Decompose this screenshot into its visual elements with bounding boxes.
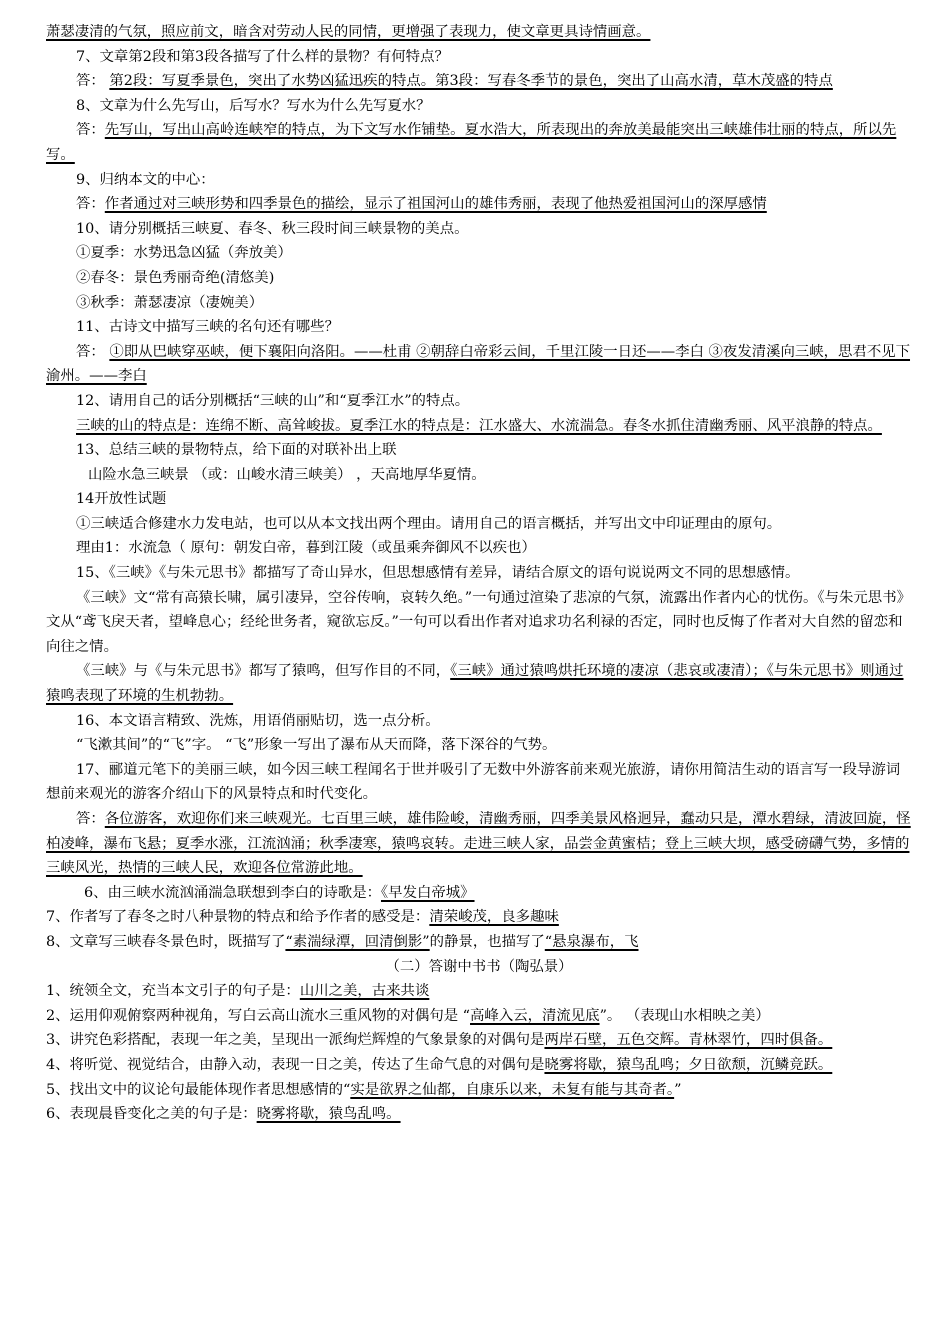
section-2-title: （二）答谢中书书（陶弘景） bbox=[385, 958, 573, 975]
answer-17: 答：各位游客，欢迎你们来三峡观光。七百里三峡，雄伟险峻，清幽秀丽，四季美景风格迥异，蠢动只是，潭水碧绿，清波回旋，怪柏凌峰，瀑布飞悬；夏季水涨，江流汹涌；秋季凄寒，猿鸣哀转。走进三峡人家，品尝金黄蜜桔；登上三峡大坝，感受磅礴气势，多情的三峡风光，热情的三峡人民，欢迎各位常游此地。 bbox=[46, 811, 911, 877]
document-page bbox=[46, 20, 912, 1127]
answer-13: 山险水急三峡景 （或：山峻水清三峡美） ，天高地厚华夏情。 bbox=[88, 466, 486, 483]
intro-answer: 萧瑟凄清的气氛，照应前文，暗含对劳动人民的同情，更增强了表现力，使文章更具诗情画意。 bbox=[46, 24, 651, 40]
answer-9: 答：作者通过对三峡形势和四季景色的描绘，显示了祖国河山的雄伟秀丽，表现了他热爱祖国河山的深厚感情 bbox=[76, 196, 767, 213]
answer-10-line-1: ①夏季：水势迅急凶猛（奔放美） bbox=[76, 245, 292, 262]
part2-item-3: 3、讲究色彩搭配，表现一年之美，呈现出一派绚烂辉煌的气象景象的对偶句是两岸石壁，五色交辉。青林翠竹，四时俱备。 bbox=[46, 1032, 833, 1049]
intro-line bbox=[46, 20, 912, 45]
question-15: 15、《三峡》《与朱元思书》都描写了奇山异水，但思想感情有差异，请结合原文的语句说说两文不同的思想感情。 bbox=[76, 565, 800, 582]
answer-8: 答：先写山，写出山高岭连峡窄的特点，为下文写水作铺垫。夏水浩大，所表现出的奔放美最能突出三峡雄伟壮丽的特点，所以先写。 bbox=[46, 122, 897, 163]
answer-14-line-1: ①三峡适合修建水力发电站，也可以从本文找出两个理由。请用自己的语言概括，并写出文中印证理由的原句。 bbox=[76, 515, 782, 532]
answer-10-line-3: ③秋季：萧瑟凄凉（凄婉美） bbox=[76, 294, 264, 311]
answer-15-para-2: 《三峡》与《与朱元思书》都写了猿鸣，但写作目的不同，《三峡》通过猿鸣烘托环境的凄凉（悲哀或凄清）；《与朱元思书》则通过猿鸣表现了环境的生机勃勃。 bbox=[46, 663, 904, 705]
question-13: 13、总结三峡的景物特点，给下面的对联补出上联 bbox=[76, 442, 397, 459]
question-7: 7、文章第2段和第3段各描写了什么样的景物？有何特点？ bbox=[76, 48, 449, 65]
answer-10-line-2: ②春冬：景色秀丽奇绝(清悠美) bbox=[76, 269, 275, 286]
extra-item-6: 6、由三峡水流汹涌湍急联想到李白的诗歌是：《早发白帝城》 bbox=[84, 884, 475, 901]
extra-item-7: 7、作者写了春冬之时八种景物的特点和给予作者的感受是：清荣峻茂，良多趣味 bbox=[46, 909, 559, 926]
extra-item-8: 8、文章写三峡春冬景色时，既描写了“素湍绿潭，回清倒影”的静景，也描写了“悬泉瀑布，飞 bbox=[46, 933, 639, 950]
part2-item-1: 1、统领全文，充当本文引子的句子是：山川之美，古来共谈 bbox=[46, 983, 430, 1000]
part2-item-2: 2、运用仰观俯察两种视角，写白云高山流水三重风物的对偶句是 “高峰入云，清流见底”。 （表现山水相映之美） bbox=[46, 1007, 770, 1024]
answer-12: 三峡的山的特点是：连绵不断、高耸峻拔。夏季江水的特点是：江水盛大、水流湍急。春冬水抓住清幽秀丽、风平浪静的特点。 bbox=[76, 417, 882, 434]
part2-item-4: 4、将听觉、视觉结合，由静入动，表现一日之美，传达了生命气息的对偶句是晓雾将歇，猿鸟乱鸣；夕日欲颓，沉鳞竞跃。 bbox=[46, 1056, 833, 1073]
question-12: 12、请用自己的话分别概括“三峡的山”和“夏季江水”的特点。 bbox=[76, 392, 470, 409]
answer-7: 答： 第2段：写夏季景色，突出了水势凶猛迅疾的特点。第3段：写春冬季节的景色，突出了山高水清，草木茂盛的特点 bbox=[76, 73, 833, 90]
answer-16: “飞漱其间”的“飞”字。 “飞”形象一写出了瀑布从天而降，落下深谷的气势。 bbox=[76, 737, 557, 754]
question-14: 14开放性试题 bbox=[76, 491, 167, 508]
question-11: 11、古诗文中描写三峡的名句还有哪些？ bbox=[76, 319, 339, 336]
answer-14-line-2: 理由1：水流急（ 原句：朝发白帝，暮到江陵（或虽乘奔御风不以疾也） bbox=[76, 540, 536, 557]
question-17: 17、郦道元笔下的美丽三峡，如今因三峡工程闻名于世并吸引了无数中外游客前来观光旅游，请你用简洁生动的语言写一段导游词想前来观光的游客介绍山下的风景特点和时代变化。 bbox=[46, 761, 901, 803]
question-8: 8、文章为什么先写山，后写水？写水为什么先写夏水？ bbox=[76, 97, 431, 114]
part2-item-6: 6、表现晨昏变化之美的句子是：晓雾将歇，猿鸟乱鸣。 bbox=[46, 1106, 401, 1123]
part2-item-5: 5、找出文中的议论句最能体现作者思想感情的“实是欲界之仙都，自康乐以来，未复有能与其奇者。” bbox=[46, 1081, 682, 1098]
question-9: 9、归纳本文的中心： bbox=[76, 171, 215, 188]
question-16: 16、本文语言精致、洗炼，用语俏丽贴切，选一点分析。 bbox=[76, 712, 440, 729]
answer-11: 答： ①即从巴峡穿巫峡，便下襄阳向洛阳。——杜甫 ②朝辞白帝彩云间，千里江陵一日还——李白 ③夜发清溪向三峡，思君不见下渝州。——李白 bbox=[46, 343, 911, 385]
answer-15-para-1: 《三峡》文“常有高猿长啸，属引凄异，空谷传响，哀转久绝。”一句通过渲染了悲凉的气氛，流露出作者内心的忧伤。《与朱元思书》文从“鸢飞戾天者，望峰息心；经纶世务者，窥欲忘反。”一句可以看出作者对追求功名利禄的否定，同时也反悔了作者对大自然的留恋和向往之情。 bbox=[46, 589, 911, 655]
question-10: 10、请分别概括三峡夏、春冬、秋三段时间三峡景物的美点。 bbox=[76, 220, 469, 237]
